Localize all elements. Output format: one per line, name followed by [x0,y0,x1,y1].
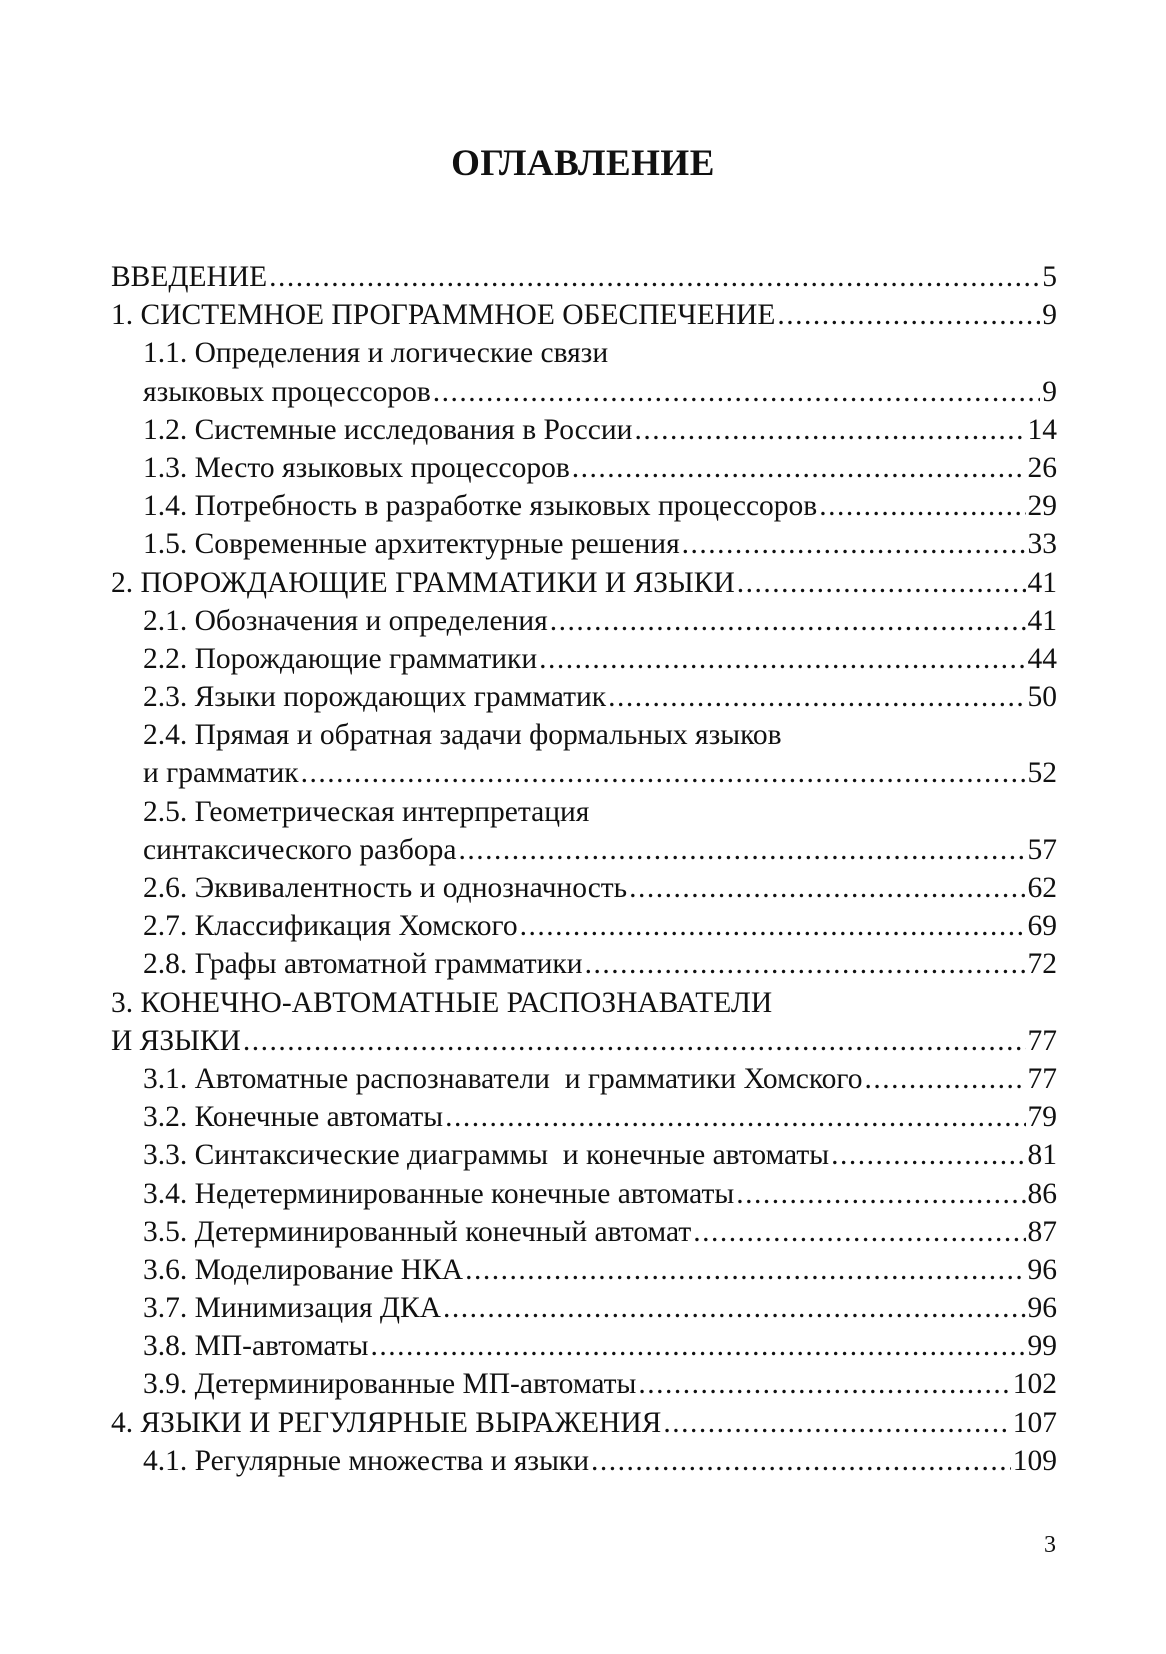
dot-leader [445,1098,1025,1136]
toc-entry[interactable] [111,1136,1057,1174]
toc-entry[interactable] [111,907,1057,945]
toc-entry[interactable] [111,1289,1057,1327]
dot-leader [301,754,1026,792]
dot-leader [550,602,1026,640]
toc-entry[interactable] [111,602,1057,640]
dot-leader [819,487,1025,525]
toc-entry-page: 50 [1027,681,1057,714]
dot-leader [736,1175,1025,1213]
toc-entry-page: 96 [1027,1253,1057,1286]
dot-leader [243,1022,1026,1060]
toc-entry-line1[interactable] [111,793,1057,831]
toc-entry-title: 2. ПОРОЖДАЮЩИЕ ГРАММАТИКИ И ЯЗЫКИ [111,566,735,599]
toc-entry-title: 1.4. Потребность в разработке языковых процессоров [143,490,818,523]
toc-entry-page: 29 [1027,490,1057,523]
toc-entry-page: 41 [1027,566,1057,599]
toc-entry-title: 2.1. Обозначения и определения [143,604,548,637]
toc-entry-page: 62 [1027,872,1057,904]
toc-entry[interactable] [111,487,1057,525]
dot-leader [433,373,1040,411]
toc-entry-page: 57 [1027,833,1057,866]
toc-entry-title-cont: языковых процессоров [143,375,431,408]
toc-entry-title-cont: И ЯЗЫКИ [111,1024,241,1057]
toc-entry-page: 9 [1042,375,1057,408]
toc-entry-title: 3.6. Моделирование НКА [143,1253,464,1286]
toc-entry-title: 2.4. Прямая и обратная задачи формальных языков [143,719,782,752]
toc-entry-page: 14 [1027,413,1057,446]
dot-leader [737,564,1026,602]
toc-entry-page: 41 [1027,604,1057,637]
toc-entry-page: 72 [1027,948,1057,981]
toc-entry-title: 3. КОНЕЧНО-АВТОМАТНЫЕ РАСПОЗНАВАТЕЛИ [111,986,773,1019]
toc-entry-line1[interactable] [111,984,1057,1022]
toc-entry-title: 2.2. Порождающие грамматики [143,642,538,675]
toc-entry[interactable] [111,1060,1057,1098]
dot-leader [831,1136,1025,1174]
toc-entry-page: 69 [1027,910,1057,943]
toc-entry-page: 86 [1027,1177,1057,1210]
dot-leader [269,258,1040,296]
toc-entry-title: 3.5. Детерминированный конечный автомат [143,1215,692,1248]
toc-entry-title: 4. ЯЗЫКИ И РЕГУЛЯРНЫЕ ВЫРАЖЕНИЯ [111,1406,662,1439]
toc-entry-title: 2.5. Геометрическая интерпретация [143,795,590,828]
toc-entry-page: 107 [1012,1406,1057,1439]
toc-entry-page: 77 [1027,1062,1057,1095]
toc-entry[interactable] [111,945,1057,983]
toc-entry-page: 33 [1027,528,1057,561]
dot-leader [693,1213,1025,1251]
toc-entry[interactable] [111,1022,1057,1060]
toc-entry[interactable] [111,640,1057,678]
toc-entry-line1[interactable] [111,716,1057,754]
toc-entry-title: 3.8. МП-автоматы [143,1330,369,1363]
toc-entry[interactable] [111,869,1057,907]
dot-leader [865,1060,1026,1098]
toc-entry-line1[interactable] [111,334,1057,372]
dot-leader [777,296,1040,334]
toc-entry[interactable] [111,411,1057,449]
toc-entry-page: 109 [1012,1444,1057,1477]
dot-leader [539,640,1025,678]
toc-entry-title: 3.2. Конечные автоматы [143,1101,444,1134]
toc-entry[interactable] [111,1213,1057,1251]
toc-entry[interactable] [111,831,1057,869]
toc-entry-title: 3.4. Недетерминированные конечные автоматы [143,1177,735,1210]
toc-entry[interactable] [111,258,1057,296]
toc-entry-page: 96 [1027,1292,1057,1325]
dot-leader [585,945,1026,983]
dot-leader [520,907,1026,945]
toc-entry-title: 3.9. Детерминированные МП-автоматы [143,1368,637,1401]
toc-entry[interactable] [111,1098,1057,1136]
dot-leader [591,1442,1011,1480]
toc-entry-page: 77 [1027,1024,1057,1057]
table-of-contents [111,258,1057,1480]
toc-entry-title: 2.7. Классификация Хомского [143,910,518,943]
toc-entry-page: 81 [1027,1139,1057,1172]
toc-entry[interactable] [111,296,1057,334]
toc-entry[interactable] [111,564,1057,602]
toc-entry-title: 2.6. Эквивалентность и однозначность [143,872,628,904]
toc-entry[interactable] [111,754,1057,792]
toc-entry[interactable] [111,373,1057,411]
toc-entry-title: 1. СИСТЕМНОЕ ПРОГРАММНОЕ ОБЕСПЕЧЕНИЕ [111,299,776,332]
toc-entry-title: 1.2. Системные исследования в России [143,413,633,446]
toc-entry[interactable] [111,1175,1057,1213]
toc-entry-title: 2.8. Графы автоматной грамматики [143,948,583,981]
toc-entry-title: 1.5. Современные архитектурные решения [143,528,680,561]
toc-entry[interactable] [111,1404,1057,1442]
toc-entry-title: ВВЕДЕНИЕ [111,261,268,293]
dot-leader [608,678,1025,716]
toc-entry-page: 26 [1027,451,1057,484]
toc-entry-page: 87 [1027,1215,1057,1248]
toc-entry-title-cont: синтаксического разбора [143,833,457,866]
toc-entry[interactable] [111,449,1057,487]
toc-entry-page: 5 [1042,261,1057,293]
toc-entry-title: 1.3. Место языковых процессоров [143,451,570,484]
toc-entry[interactable] [111,1251,1057,1289]
page-title: ОГЛАВЛЕНИЕ [451,143,715,184]
dot-leader [638,1365,1010,1403]
toc-entry-title: 2.3. Языки порождающих грамматик [143,681,607,714]
dot-leader [634,411,1025,449]
toc-entry[interactable] [111,1365,1057,1403]
dot-leader [458,831,1025,869]
toc-entry[interactable] [111,525,1057,563]
toc-entry[interactable] [111,1327,1057,1365]
page-number: 3 [1044,1532,1056,1558]
toc-entry-page: 99 [1027,1330,1057,1363]
toc-entry-page: 52 [1027,757,1057,790]
toc-entry-page: 102 [1012,1368,1057,1401]
dot-leader [370,1327,1025,1365]
toc-entry-title: 1.1. Определения и логические связи [143,337,609,370]
dot-leader [572,449,1026,487]
toc-entry-title: 3.3. Синтаксические диаграммы и конечные автоматы [143,1139,830,1172]
toc-entry[interactable] [111,1442,1057,1480]
toc-entry-title-cont: и грамматик [143,757,299,790]
dot-leader [663,1404,1010,1442]
toc-entry-title: 3.7. Минимизация ДКА [143,1292,442,1325]
toc-entry-title: 3.1. Автоматные распознаватели и грамматики Хомского [143,1062,863,1095]
dot-leader [465,1251,1025,1289]
dot-leader [443,1289,1025,1327]
dot-leader [682,525,1026,563]
dot-leader [629,869,1025,907]
toc-entry-title: 4.1. Регулярные множества и языки [143,1444,590,1477]
toc-entry-page: 9 [1042,299,1057,332]
toc-entry-page: 79 [1027,1101,1057,1134]
toc-entry-page: 44 [1027,642,1057,675]
toc-entry[interactable] [111,678,1057,716]
